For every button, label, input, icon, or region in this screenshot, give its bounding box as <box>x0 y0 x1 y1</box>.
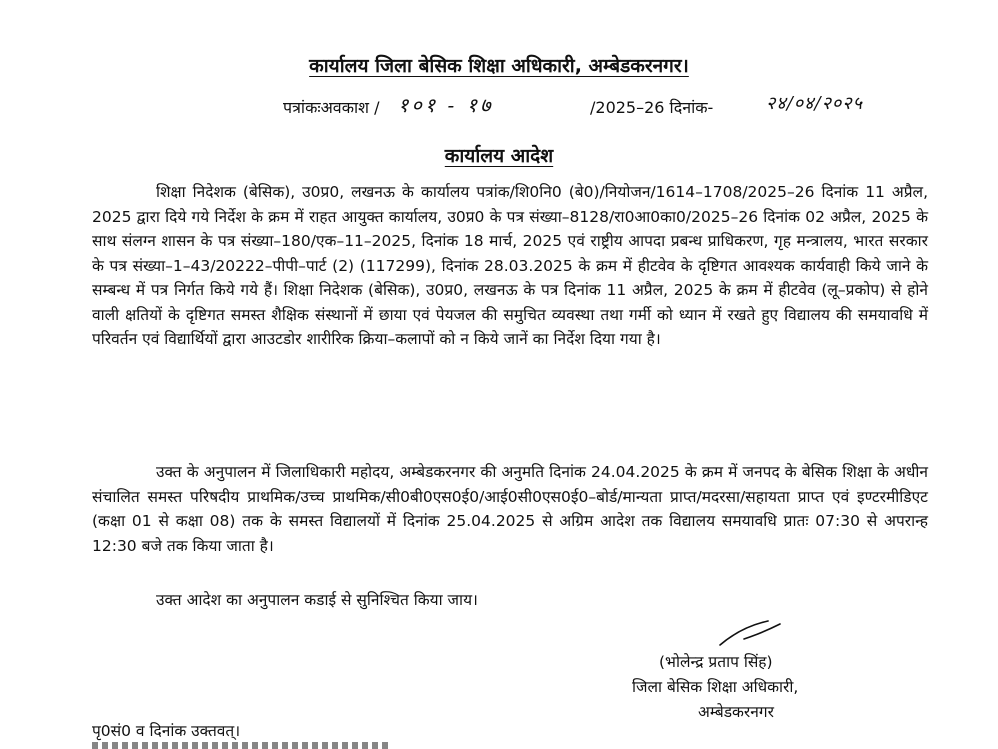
order-title-text: कार्यालय आदेश <box>444 145 554 167</box>
office-title <box>0 52 998 78</box>
signatory-place: अम्बेडकरनगर <box>698 703 774 721</box>
body-paragraph-2: उक्त के अनुपालन में जिलाधिकारी महोदय, अम्बेडकरनगर की अनुमति दिनांक 24.04.2025 के क्रम में जनपद के बेसिक शिक्षा के अधीन संचालित समस्त परिषदीय प्राथमिक/उच्च प्राथमिक/सी0बी0एस0ई0/आई0सी0एस0ई0–बोर्ड/मान्यता प्राप्त/मदरसा/सहायता प्राप्त एवं इण्टरमीडिएट (कक्षा 01 से कक्षा 08) तक के समस्त विद्यालयों में दिनांक 25.04.2025 से अग्रिम आदेश तक विद्यालय समयावधि प्रातः 07:30 से अपरान्ह 12:30 बजे तक किया जाता है। <box>92 463 928 555</box>
copy-reference-line: पृ0सं0 व दिनांक उक्तवत्। <box>92 722 241 740</box>
signatory-designation: जिला बेसिक शिक्षा अधिकारी, <box>632 678 799 696</box>
body-paragraph-3: उक्त आदेश का अनुपालन कडाई से सुनिश्चित किया जाय। <box>156 591 478 609</box>
signatory-name: (भोलेन्द्र प्रताप सिंह) <box>659 653 773 671</box>
handwritten-date: २४/०४/२०२५ <box>766 93 864 114</box>
office-title-text: कार्यालय जिला बेसिक शिक्षा अधिकारी, अम्बेडकरनगर। <box>309 55 689 77</box>
handwritten-reference-number: १०१ - १७ <box>398 93 494 117</box>
order-title <box>0 142 998 168</box>
reference-label: पत्रांकःअवकाश / <box>283 98 380 117</box>
cut-off-text-line <box>92 742 392 749</box>
handwritten-signature <box>716 615 786 649</box>
reference-year-date-label: /2025–26 दिनांक- <box>590 98 714 117</box>
body-paragraph-1: शिक्षा निदेशक (बेसिक), उ0प्र0, लखनऊ के कार्यालय पत्रांक/शि0नि0 (बे0)/नियोजन/1614–1708/2025–26 दिनांक 11 अप्रैल, 2025 द्वारा दिये गये निर्देश के क्रम में राहत आयुक्त कार्यालय, उ0प्र0 के पत्र संख्या–8128/रा0आ0का0/2025–26 दिनांक 02 अप्रैल, 2025 के साथ संलग्न शासन के पत्र संख्या–180/एक–11–2025, दिनांक 18 मार्च, 2025 एवं राष्ट्रीय आपदा प्रबन्ध प्राधिकरण, गृह मन्त्रालय, भारत सरकार के पत्र संख्या–1–43/20222–पीपी–पार्ट (2) (117299), दिनांक 28.03.2025 के क्रम में हीटवेव के दृष्टिगत आवश्यक कार्यवाही किये जाने के सम्बन्ध में पत्र निर्गत किये गये हैं। शिक्षा निदेशक (बेसिक), उ0प्र0, लखनऊ के पत्र दिनांक 11 अप्रैल, 2025 के क्रम में हीटवेव (लू–प्रकोप) से होने वाली क्षतियों के दृष्टिगत समस्त शैक्षिक संस्थानों में छाया एवं पेयजल की समुचित व्यवस्था तथा गर्मी को ध्यान में रखते हुए विद्यालय की समयावधि में परिवर्तन एवं विद्यार्थियों द्वारा आउटडोर शारीरिक क्रिया–कलापों को न किये जानें का निर्देश दिया गया है। <box>92 183 928 348</box>
